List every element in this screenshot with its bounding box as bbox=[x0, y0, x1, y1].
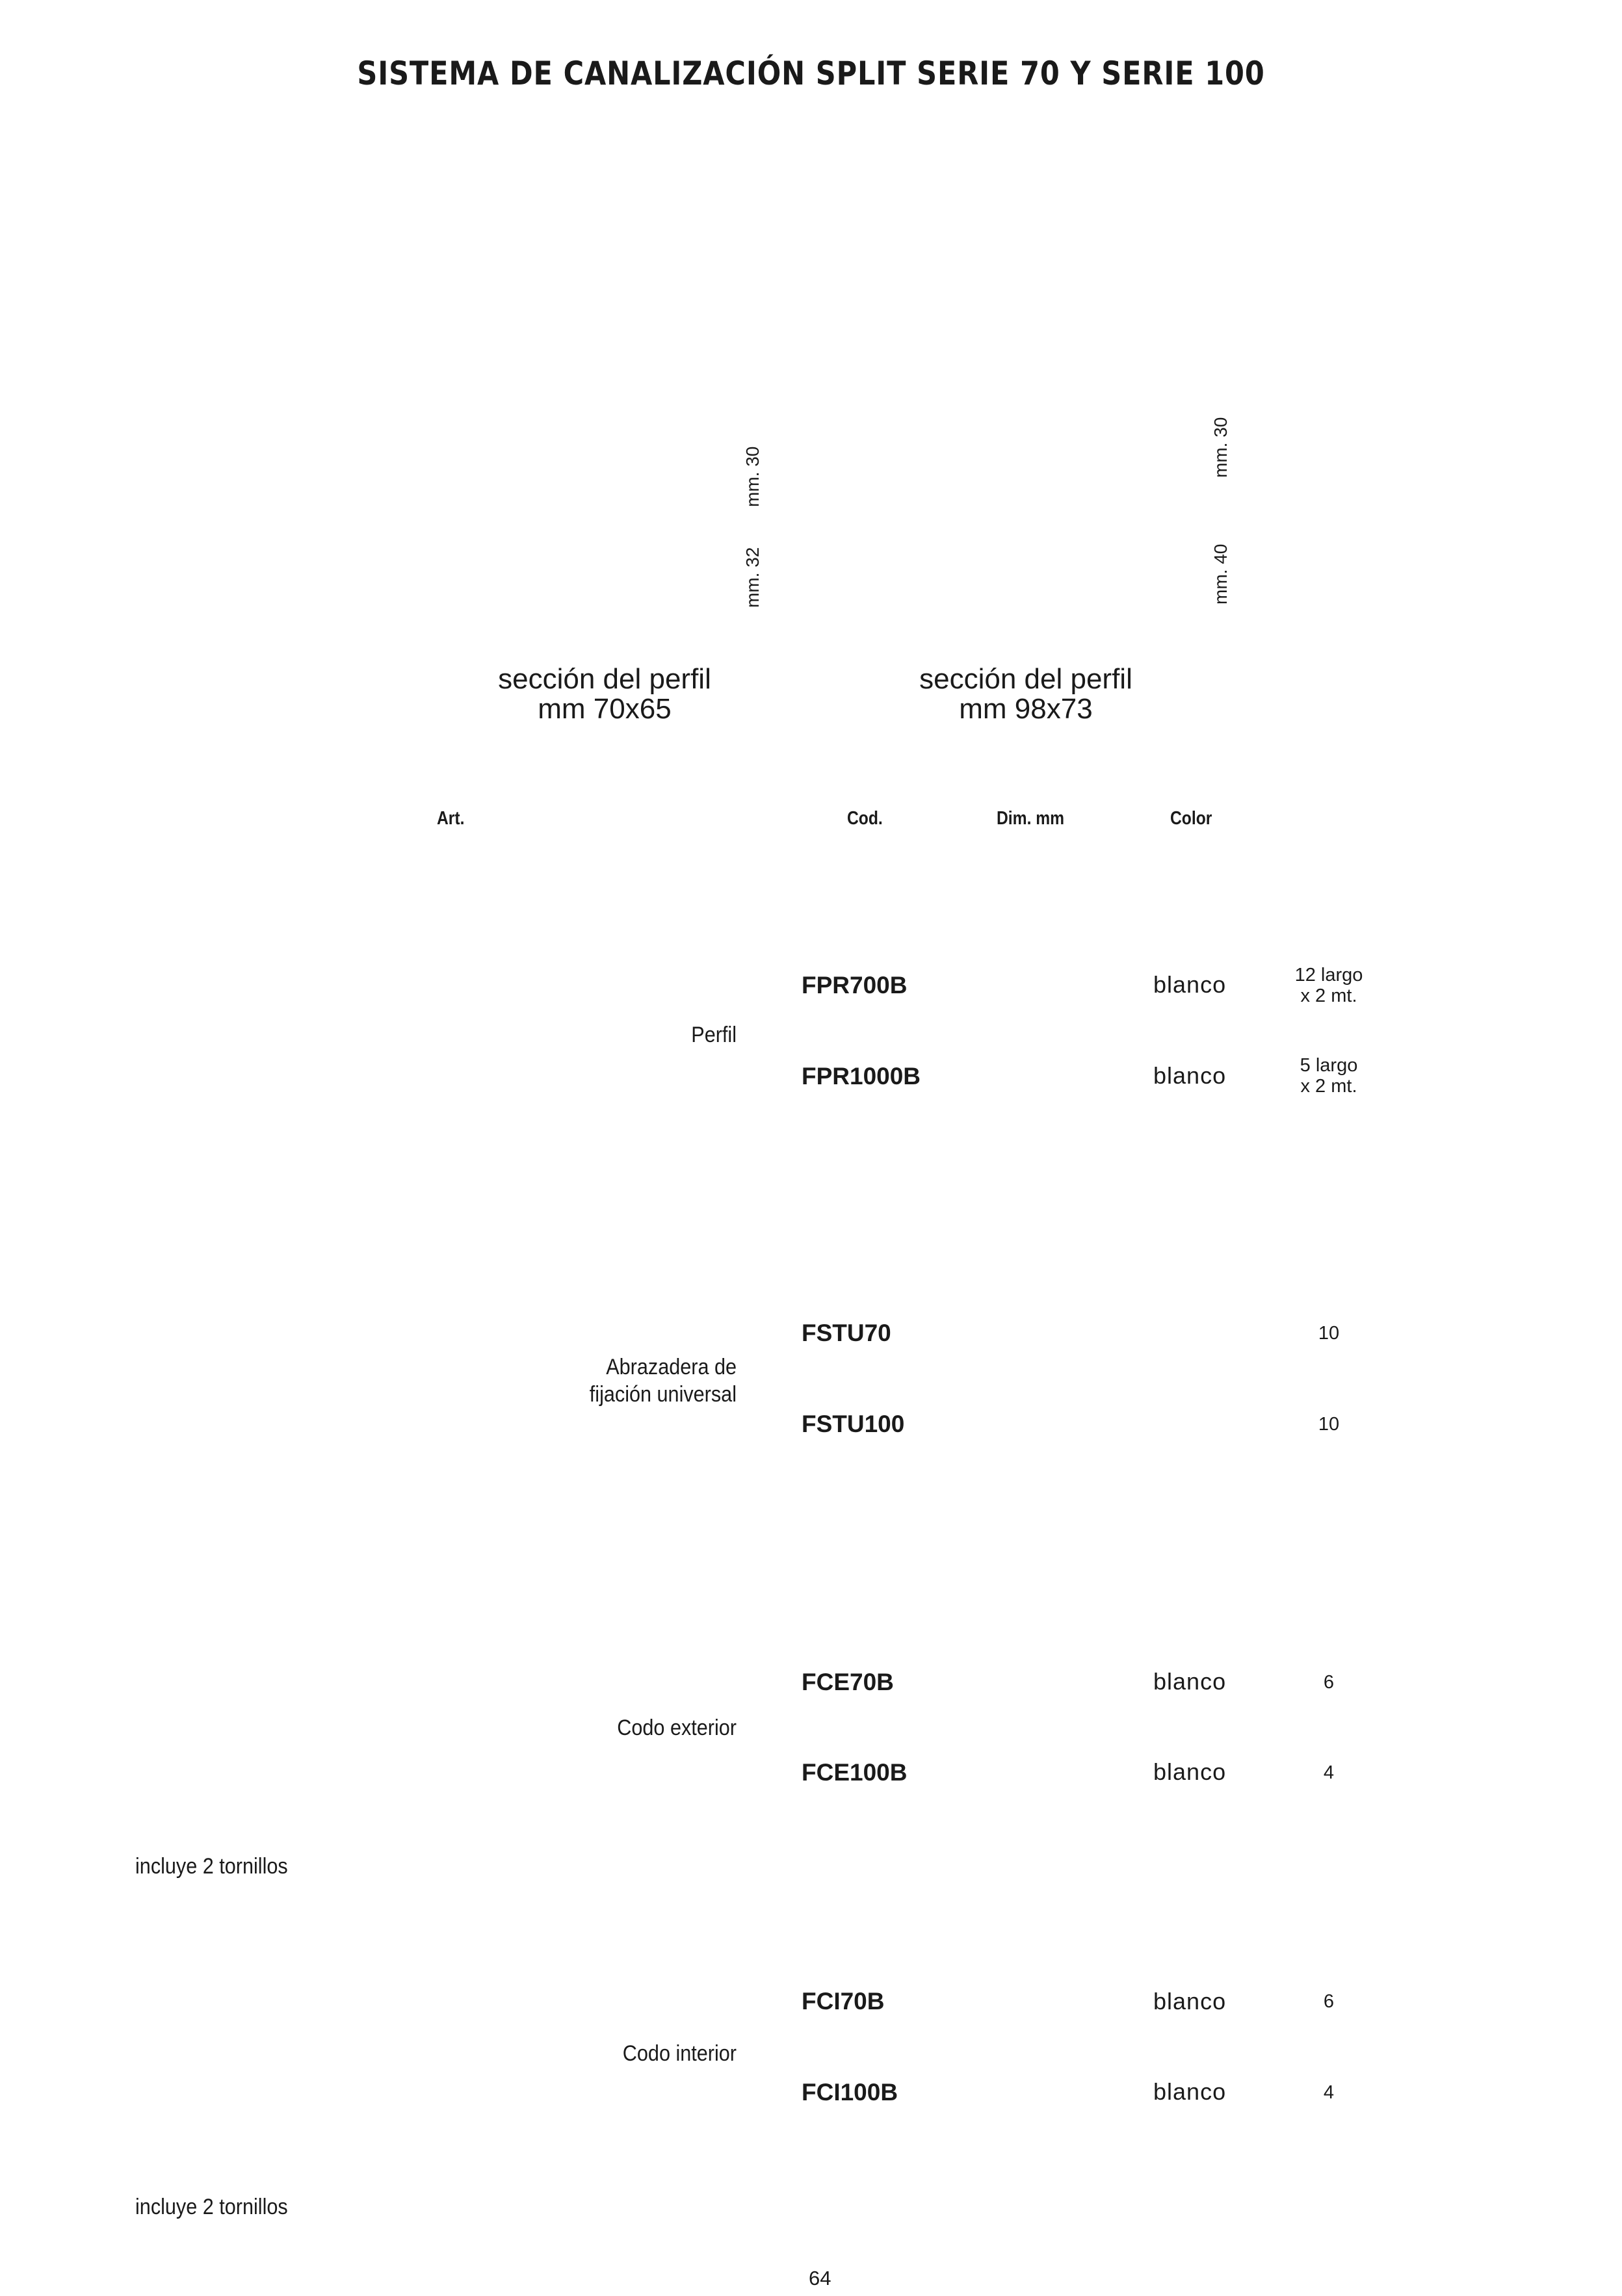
product-code: FCE70B bbox=[802, 1669, 894, 1695]
qty-line1: 6 bbox=[1323, 1991, 1335, 2012]
qty-line1: 4 bbox=[1323, 2082, 1335, 2103]
product-qty bbox=[1264, 1762, 1394, 1783]
header-cod: Cod. bbox=[847, 808, 883, 829]
article-label-line2: fijación universal bbox=[589, 1382, 737, 1407]
section-caption-70 bbox=[410, 664, 800, 724]
product-code: FCI70B bbox=[802, 1988, 885, 2015]
page-number: 64 bbox=[809, 2267, 831, 2289]
qty-line1: 10 bbox=[1318, 1414, 1340, 1435]
section-caption-100 bbox=[831, 664, 1221, 724]
article-label-line1: Abrazadera de bbox=[606, 1355, 737, 1379]
qty-line1: 10 bbox=[1318, 1323, 1340, 1344]
article-codo-exterior bbox=[444, 1714, 737, 1742]
qty-line2: x 2 mt. bbox=[1300, 1076, 1357, 1097]
product-code: FPR700B bbox=[802, 972, 908, 998]
product-code: FSTU100 bbox=[802, 1411, 905, 1437]
product-qty bbox=[1264, 1055, 1394, 1097]
qty-line1: 4 bbox=[1323, 1762, 1335, 1783]
section-caption-line1: sección del perfil bbox=[498, 663, 711, 695]
product-color: blanco bbox=[1153, 971, 1227, 998]
product-code: FPR1000B bbox=[802, 1063, 921, 1089]
qty-line1: 6 bbox=[1323, 1672, 1335, 1693]
header-color: Color bbox=[1170, 808, 1212, 829]
product-color: blanco bbox=[1153, 1758, 1227, 1785]
header-dim: Dim. mm bbox=[997, 808, 1065, 829]
section-caption-line1: sección del perfil bbox=[919, 663, 1132, 695]
article-label: Codo interior bbox=[622, 2041, 737, 2066]
product-color: blanco bbox=[1153, 1062, 1227, 1089]
article-perfil bbox=[444, 1021, 737, 1049]
product-code: FCE100B bbox=[802, 1759, 908, 1786]
dimension-label-left-bottom: mm. 32 bbox=[742, 547, 763, 608]
dimension-label-right-bottom: mm. 40 bbox=[1210, 543, 1231, 605]
qty-line1: 12 largo bbox=[1294, 965, 1363, 985]
product-qty bbox=[1264, 965, 1394, 1006]
product-qty bbox=[1264, 1323, 1394, 1344]
dimension-label-right-top: mm. 30 bbox=[1210, 417, 1231, 478]
dimension-label-left-top: mm. 30 bbox=[742, 446, 763, 507]
qty-line2: x 2 mt. bbox=[1300, 985, 1357, 1006]
article-label: Codo exterior bbox=[617, 1715, 737, 1740]
product-qty bbox=[1264, 1414, 1394, 1435]
qty-line1: 5 largo bbox=[1300, 1055, 1358, 1076]
product-qty bbox=[1264, 2082, 1394, 2103]
page-title: SISTEMA DE CANALIZACIÓN SPLIT SERIE 70 Y SERIE 100 bbox=[357, 55, 1265, 92]
section-caption-line2: mm 98x73 bbox=[959, 693, 1093, 725]
product-code: FCI100B bbox=[802, 2079, 898, 2106]
note-screws: incluye 2 tornillos bbox=[135, 1854, 288, 1879]
product-color: blanco bbox=[1153, 1668, 1227, 1695]
article-label: Perfil bbox=[691, 1023, 737, 1047]
product-qty bbox=[1264, 1672, 1394, 1693]
note-screws: incluye 2 tornillos bbox=[135, 2195, 288, 2219]
product-color: blanco bbox=[1153, 1988, 1227, 2015]
product-code: FSTU70 bbox=[802, 1320, 891, 1346]
header-art: Art. bbox=[437, 808, 465, 829]
article-codo-interior bbox=[444, 2040, 737, 2067]
product-color: blanco bbox=[1153, 2078, 1227, 2105]
article-abrazadera bbox=[444, 1353, 737, 1408]
product-qty bbox=[1264, 1991, 1394, 2012]
section-caption-line2: mm 70x65 bbox=[538, 693, 672, 725]
